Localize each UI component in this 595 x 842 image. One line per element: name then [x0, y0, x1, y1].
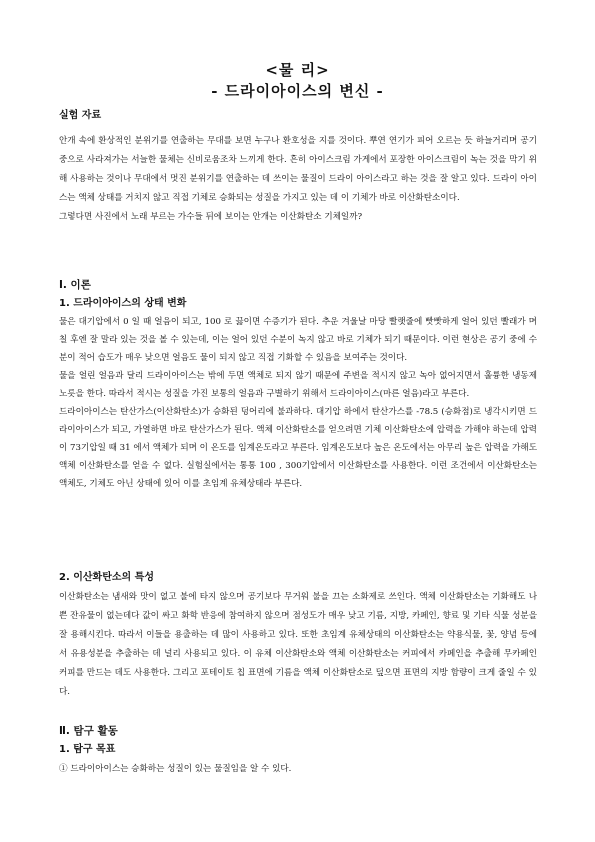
- section-heading: Ⅱ. 탐구 활동: [59, 725, 118, 737]
- section-heading: Ⅰ. 이론: [59, 279, 91, 291]
- intro-section: [59, 108, 537, 124]
- intro-body: [59, 132, 537, 227]
- paragraph: 이산화탄소는 냄새와 맛이 없고 불에 타지 않으며 공기보다 무거워 불을 끄는 소화제로 쓰인다. 액체 이산화탄소는 기화해도 나쁜 잔유물이 없는데다 값이 싸고 화학 반응에 참여하지 않으며 점성도가 매우 낮고 기름, 지방, 카페인, 향료 및 기타 식물 성분을 잘 용해시킨다. 따라서 이들을 용출하는 데 많이 사용하고 있다. 또한 초임계 유체상태의 이산화탄소는 약용식물, 꽃, 양념 등에서 유용성분을 추출하는 데 널리 사용되고 있다. 이 유체 이산화탄소와 액체 이산화탄소는 커피에서 카페인을 추출해 무카페인 커피를 만드는 데도 사용한다. 그리고 포테이토 칩 표면에 기름을 액체 이산화탄소로 덮으면 표면의 지방 함량이 크게 줄일 수 있다.: [59, 592, 537, 697]
- intro-heading: 실험 자료: [59, 110, 102, 121]
- section-activity: [59, 723, 537, 778]
- intro-question: 그렇다면 사진에서 노래 부르는 가수들 뒤에 보이는 안개는 이산화탄소 기체일까?: [59, 211, 363, 222]
- paragraph: 물은 대기압에서 0 일 때 얼음이 되고, 100 로 끓이면 수증기가 된다. 추운 겨울날 마당 빨랫줄에 빳빳하게 얼어 있던 빨래가 며칠 후엔 잘 말라 있는 것을 볼 수 있는데, 이는 얼어 있던 수분이 녹지 않고 바로 기체가 되기 때문이다. 이런 현상은 공기 중에 수분이 적어 습도가 매우 낮으면 얼음도 물이 되지 않고 직접 기화할 수 있음을 보여주는 것이다.: [59, 317, 537, 363]
- subsection-heading: 2. 이산화탄소의 특성: [59, 572, 154, 583]
- subject-title: <물 리>: [265, 61, 330, 79]
- paragraph: 물을 얼린 얼음과 달리 드라이아이스는 밖에 두면 액체로 되지 않기 때문에 주변을 적시지 않고 녹아 없어지면서 훌륭한 냉동제 노릇을 한다. 따라서 적시는 성질을 가진 보통의 얼음과 구별하기 위해서 드라이아이스(마른 얼음)라고 부른다.: [59, 371, 537, 399]
- subsection-heading: 1. 드라이아이스의 상태 변화: [59, 298, 187, 309]
- paragraph: 드라이아이스는 탄산가스(이산화탄소)가 승화된 덩어리에 불과하다. 대기압 하에서 탄산가스를 -78.5 (승화점)로 냉각시키면 드라이아이스가 되고, 가열하면 바로 탄산가스가 된다. 액체 이산화탄소를 얻으려면 기체 이산화탄소에 압력을 가해야 하는데 압력이 73기압일 때 31 에서 액체가 되며 이 온도를 임계온도라고 부른다. 임계온도보다 높은 온도에서는 아무리 높은 압력을 가해도 액체 이산화탄소를 얻을 수 없다. 실험실에서는 통통 100 , 300기압에서 이산화탄소를 사용한다. 이런 조건에서 이산화탄소는 액체도, 기체도 아닌 상태에 있어 이를 초임계 유체상태라 부른다.: [59, 407, 537, 489]
- section-theory: [59, 277, 537, 493]
- subsection-heading: 1. 탐구 목표: [59, 744, 116, 755]
- intro-paragraph: 안개 속에 환상적인 분위기를 연출하는 무대를 보면 누구나 환호성을 지를 것이다. 뿌연 연기가 피어 오르는 듯 하늘거리며 공기 중으로 사라져가는 서늘한 물체는 신비로움조차 느끼게 한다. 흔히 아이스크림 가게에서 포장한 아이스크림이 녹는 것을 막기 위해 사용하는 것이나 무대에서 멋진 분위기를 연출하는 데 쓰이는 물질이 드라이 아이스라고 하는 것을 잘 알고 있다. 드라이 아이스는 액체 상태를 거치지 않고 직접 기체로 승화되는 성질을 가지고 있는 데 이 기체가 바로 이산화탄소이다.: [59, 136, 537, 203]
- section-co2-properties: [59, 570, 537, 701]
- list-item: ① 드라이아이스는 승화하는 성질이 있는 물질임을 알 수 있다.: [59, 764, 292, 774]
- document-title: - 드라이아이스의 변신 -: [211, 82, 384, 100]
